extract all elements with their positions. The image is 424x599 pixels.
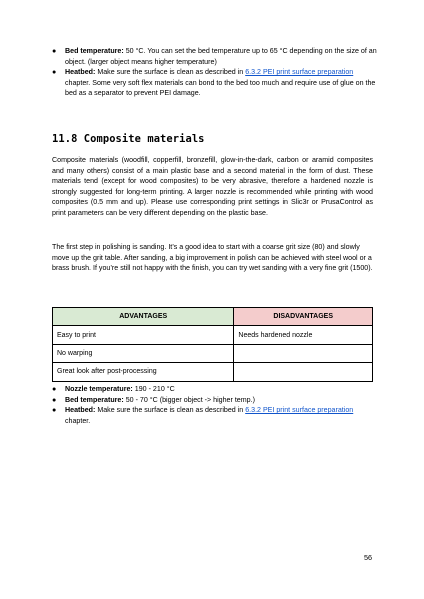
pros-cons-table [52, 307, 373, 382]
table-cell [234, 344, 373, 362]
list-item-heatbed [52, 67, 377, 99]
heatbed-text-before: Make sure the surface is clean as described in [95, 68, 246, 77]
list-item-bed-temperature [52, 46, 377, 67]
heatbed-text-before: Make sure the surface is clean as described in [95, 406, 246, 415]
table-cell: Easy to print [53, 326, 234, 344]
bullet-icon: ● [52, 47, 57, 55]
pei-surface-link[interactable]: 6.3.2 PEI print surface preparation [245, 68, 354, 77]
heatbed-text-after: chapter. Some very soft flex materials can bond to the bed too much and require use of glue on the bed as a separator to prevent PEI damage. [65, 78, 376, 98]
heatbed-text-after: chapter. [65, 416, 91, 425]
section-heading: 11.8 Composite materials [52, 133, 205, 145]
page-number: 56 [364, 553, 373, 562]
bullet-icon: ● [52, 395, 57, 404]
bullet-icon: ● [52, 68, 57, 77]
bed-temperature-text: 50 °C. You can set the bed temperature up to 65 °C depending on the size of an object. (larger object means higher temperature) [65, 47, 377, 66]
bottom-bullet-list [52, 384, 377, 426]
table-cell [234, 363, 373, 381]
pei-surface-link[interactable]: 6.3.2 PEI print surface preparation [245, 406, 354, 415]
table-cell: No warping [53, 344, 234, 362]
table-cell: Needs hardened nozzle [234, 326, 373, 344]
paragraph-composites: Composite materials (woodfill, copperfill, bronzefill, glow-in-the-dark, carbon or aramid composites and many others) consist of a main plastic base and a second material in the form of dust. These materials tend (except for wood composites) to be very abrasive, therefore a hardened nozzle is strongly suggested for long-term printing. A larger nozzle is recommended while printing with wood composites (0.5 mm and up). Please use corresponding print settings in Slic3r or PrusaControl as print parameters can be very different depending on the plastic base. [52, 156, 373, 217]
heatbed-label: Heatbed: [65, 68, 96, 77]
table-cell: Great look after post-processing [53, 363, 234, 381]
list-item-bed-temperature [52, 395, 377, 406]
table-row [53, 363, 373, 381]
nozzle-temperature-text: 190 - 210 °C [132, 385, 175, 393]
paragraph-polishing: The first step in polishing is sanding. It’s a good idea to start with a coarse grit size (80) and slowly move up the grit table. After sanding, a big improvement in polish can be achieved with steel wool or a brass brush. If you’re still not happy with the finish, you can try wet sanding with a very fine grit (1500). [52, 243, 373, 273]
bed-temperature-text: 50 - 70 °C (bigger object -> higher temp.) [123, 395, 255, 404]
advantages-header: ADVANTAGES [53, 308, 234, 326]
bullet-icon: ● [52, 385, 57, 393]
list-item-heatbed [52, 405, 377, 426]
table-header-row [53, 308, 373, 326]
list-item-nozzle-temperature [52, 384, 377, 395]
table-row [53, 344, 373, 362]
top-bullet-list [52, 46, 377, 99]
bed-temperature-label: Bed temperature: [65, 47, 124, 55]
table-row [53, 326, 373, 344]
disadvantages-header: DISADVANTAGES [234, 308, 373, 326]
heatbed-label: Heatbed: [65, 406, 96, 415]
bullet-icon: ● [52, 406, 57, 415]
nozzle-temperature-label: Nozzle temperature: [65, 385, 133, 393]
bed-temperature-label: Bed temperature: [65, 395, 124, 404]
